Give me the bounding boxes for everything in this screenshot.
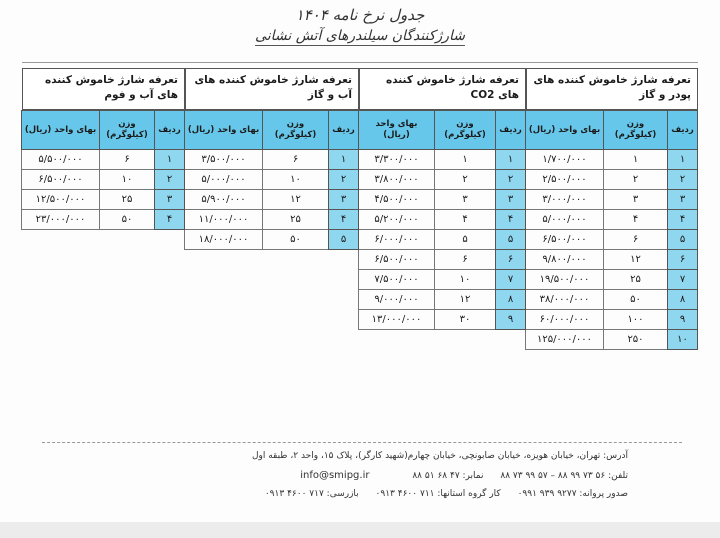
row-number-cell: ۲ <box>155 170 185 190</box>
footer-inspection: بازرسی: ۷۱۷ ۴۶۰۰ ۰۹۱۳ <box>264 489 359 499</box>
row-number-cell: ۲ <box>329 170 359 190</box>
price-cell: ۳/۵۰۰/۰۰۰ <box>185 150 263 170</box>
table-row <box>359 230 526 250</box>
co2-table-block <box>359 68 526 330</box>
price-cell: ۱۸/۰۰۰/۰۰۰ <box>185 230 263 250</box>
weight-cell: ۳ <box>435 190 496 210</box>
price-cell: ۱۹/۵۰۰/۰۰۰ <box>526 270 604 290</box>
row-number-cell: ۴ <box>668 210 698 230</box>
row-number-cell: ۱ <box>668 150 698 170</box>
row-number-cell: ۱ <box>155 150 185 170</box>
table-row <box>526 330 698 350</box>
price-cell: ۱۱/۰۰۰/۰۰۰ <box>185 210 263 230</box>
row-number-cell: ۴ <box>329 210 359 230</box>
price-cell: ۶/۵۰۰/۰۰۰ <box>22 170 100 190</box>
table-row <box>526 150 698 170</box>
price-cell: ۱۳/۰۰۰/۰۰۰ <box>359 310 435 330</box>
powder-table-block <box>526 68 698 350</box>
table-row <box>185 210 359 230</box>
page-subtitle-text: شارژکنندگان سیلندرهای آتش نشانی <box>255 28 465 44</box>
price-cell: ۵/۲۰۰/۰۰۰ <box>359 210 435 230</box>
weight-cell: ۲۵ <box>604 270 668 290</box>
row-number-cell: ۱ <box>496 150 526 170</box>
table-row <box>185 150 359 170</box>
row-number-cell: ۹ <box>496 310 526 330</box>
row-number-cell: ۱۰ <box>668 330 698 350</box>
col-header-price: بهای واحد (ریال) <box>526 111 604 150</box>
price-cell: ۴/۵۰۰/۰۰۰ <box>359 190 435 210</box>
col-header-row: ردیف <box>329 111 359 150</box>
footer-fax: نمابر: ۴۷ ۶۸ ۵۱ ۸۸ <box>412 471 484 481</box>
table-row <box>526 270 698 290</box>
col-header-row: ردیف <box>496 111 526 150</box>
weight-cell: ۱۰ <box>263 170 329 190</box>
col-header-row: ردیف <box>668 111 698 150</box>
price-cell: ۶/۵۰۰/۰۰۰ <box>359 250 435 270</box>
col-header-price: بهای واحد (ریال) <box>359 111 435 150</box>
price-cell: ۱/۷۰۰/۰۰۰ <box>526 150 604 170</box>
table-row <box>359 270 526 290</box>
foam-table-block <box>22 68 185 230</box>
weight-cell: ۶ <box>100 150 155 170</box>
table-row <box>359 170 526 190</box>
price-cell: ۶۰/۰۰۰/۰۰۰ <box>526 310 604 330</box>
foam-table <box>21 110 185 230</box>
powder-table <box>525 110 698 350</box>
row-number-cell: ۷ <box>668 270 698 290</box>
co2-table-title: تعرفه شارژ خاموش کننده های CO2 <box>359 68 526 110</box>
header-divider <box>22 62 698 63</box>
weight-cell: ۱۲ <box>435 290 496 310</box>
table-row <box>526 230 698 250</box>
table-row <box>359 210 526 230</box>
row-number-cell: ۲ <box>668 170 698 190</box>
row-number-cell: ۳ <box>155 190 185 210</box>
page-subtitle <box>0 28 720 44</box>
price-cell: ۵/۵۰۰/۰۰۰ <box>22 150 100 170</box>
price-cell: ۵/۰۰۰/۰۰۰ <box>185 170 263 190</box>
bottom-bar <box>0 522 720 538</box>
weight-cell: ۱۰ <box>100 170 155 190</box>
price-cell: ۳/۸۰۰/۰۰۰ <box>359 170 435 190</box>
price-cell: ۹/۰۰۰/۰۰۰ <box>359 290 435 310</box>
weight-cell: ۵۰ <box>100 210 155 230</box>
weight-cell: ۱۰۰ <box>604 310 668 330</box>
row-number-cell: ۸ <box>668 290 698 310</box>
table-row <box>359 290 526 310</box>
price-cell: ۹/۸۰۰/۰۰۰ <box>526 250 604 270</box>
table-row <box>359 310 526 330</box>
row-number-cell: ۳ <box>329 190 359 210</box>
price-cell: ۷/۵۰۰/۰۰۰ <box>359 270 435 290</box>
weight-cell: ۵ <box>435 230 496 250</box>
col-header-weight: وزن (کیلوگرم) <box>604 111 668 150</box>
weight-cell: ۲۵ <box>100 190 155 210</box>
table-row <box>22 210 185 230</box>
row-number-cell: ۵ <box>496 230 526 250</box>
table-row <box>526 310 698 330</box>
row-number-cell: ۶ <box>668 250 698 270</box>
water-gas-table-title: تعرفه شارژ خاموش کننده های آب و گاز <box>185 68 359 110</box>
row-number-cell: ۲ <box>496 170 526 190</box>
table-row <box>22 190 185 210</box>
price-cell: ۲/۵۰۰/۰۰۰ <box>526 170 604 190</box>
weight-cell: ۴ <box>604 210 668 230</box>
price-cell: ۶/۵۰۰/۰۰۰ <box>526 230 604 250</box>
weight-cell: ۶ <box>435 250 496 270</box>
row-number-cell: ۴ <box>155 210 185 230</box>
weight-cell: ۳ <box>604 190 668 210</box>
price-cell: ۳/۰۰۰/۰۰۰ <box>526 190 604 210</box>
footer-address: آدرس: تهران، خیابان هویزه، خیابان صابونچی، خیابان چهارم(شهید کارگر)، پلاک ۱۵، واحد ۲، طبقه اول <box>251 451 628 461</box>
co2-table <box>358 110 526 330</box>
weight-cell: ۲ <box>604 170 668 190</box>
weight-cell: ۱۲ <box>263 190 329 210</box>
price-cell: ۶/۰۰۰/۰۰۰ <box>359 230 435 250</box>
row-number-cell: ۵ <box>668 230 698 250</box>
table-row <box>185 170 359 190</box>
col-header-price: بهای واحد (ریال) <box>185 111 263 150</box>
table-row <box>526 170 698 190</box>
col-header-weight: وزن (کیلوگرم) <box>100 111 155 150</box>
price-cell: ۲۳/۰۰۰/۰۰۰ <box>22 210 100 230</box>
table-row <box>526 210 698 230</box>
weight-cell: ۳۰ <box>435 310 496 330</box>
footer-license: صدور پروانه: ۹۲۷۷ ۹۳۹ ۰۹۹۱ <box>517 489 628 499</box>
row-number-cell: ۸ <box>496 290 526 310</box>
col-header-weight: وزن (کیلوگرم) <box>435 111 496 150</box>
powder-table-title: تعرفه شارژ خاموش کننده های پودر و گاز <box>526 68 698 110</box>
footer-expert: کار گروه استانها: ۷۱۱ ۴۶۰۰ ۰۹۱۳ <box>375 489 501 499</box>
price-cell: ۳۸/۰۰۰/۰۰۰ <box>526 290 604 310</box>
weight-cell: ۱۰ <box>435 270 496 290</box>
price-cell: ۵/۰۰۰/۰۰۰ <box>526 210 604 230</box>
table-row <box>22 170 185 190</box>
col-header-weight: وزن (کیلوگرم) <box>263 111 329 150</box>
row-number-cell: ۶ <box>496 250 526 270</box>
footer-divider <box>42 442 682 443</box>
row-number-cell: ۱ <box>329 150 359 170</box>
weight-cell: ۲۵ <box>263 210 329 230</box>
col-header-row: ردیف <box>155 111 185 150</box>
footer-phones <box>44 470 628 481</box>
row-number-cell: ۵ <box>329 230 359 250</box>
weight-cell: ۱ <box>604 150 668 170</box>
row-number-cell: ۴ <box>496 210 526 230</box>
price-cell: ۳/۳۰۰/۰۰۰ <box>359 150 435 170</box>
table-row <box>359 150 526 170</box>
footer-phone: تلفن: ۵۶ ۷۳ ۹۹ ۸۸ – ۵۷ ۹۹ ۷۳ ۸۸ <box>500 471 628 481</box>
water-gas-table-block <box>185 68 359 250</box>
price-cell: ۵/۹۰۰/۰۰۰ <box>185 190 263 210</box>
table-row <box>526 250 698 270</box>
weight-cell: ۱ <box>435 150 496 170</box>
table-row <box>526 290 698 310</box>
table-row <box>185 230 359 250</box>
row-number-cell: ۳ <box>668 190 698 210</box>
footer-email[interactable]: info@smipg.ir <box>300 470 370 481</box>
weight-cell: ۱۲ <box>604 250 668 270</box>
row-number-cell: ۳ <box>496 190 526 210</box>
foam-table-title: تعرفه شارژ خاموش کننده های آب و فوم <box>22 68 185 110</box>
table-row <box>22 150 185 170</box>
price-cell: ۱۲/۵۰۰/۰۰۰ <box>22 190 100 210</box>
row-number-cell: ۷ <box>496 270 526 290</box>
col-header-price: بهای واحد (ریال) <box>22 111 100 150</box>
weight-cell: ۵۰ <box>604 290 668 310</box>
footer-contacts <box>44 489 628 499</box>
weight-cell: ۲ <box>435 170 496 190</box>
table-row <box>185 190 359 210</box>
weight-cell: ۶ <box>263 150 329 170</box>
weight-cell: ۴ <box>435 210 496 230</box>
weight-cell: ۵۰ <box>263 230 329 250</box>
weight-cell: ۶ <box>604 230 668 250</box>
price-cell: ۱۲۵/۰۰۰/۰۰۰ <box>526 330 604 350</box>
water-gas-table <box>184 110 359 250</box>
row-number-cell: ۹ <box>668 310 698 330</box>
weight-cell: ۲۵۰ <box>604 330 668 350</box>
table-row <box>359 190 526 210</box>
page-title: جدول نرخ نامه ۱۴۰۴ <box>295 6 425 24</box>
table-row <box>359 250 526 270</box>
table-row <box>526 190 698 210</box>
